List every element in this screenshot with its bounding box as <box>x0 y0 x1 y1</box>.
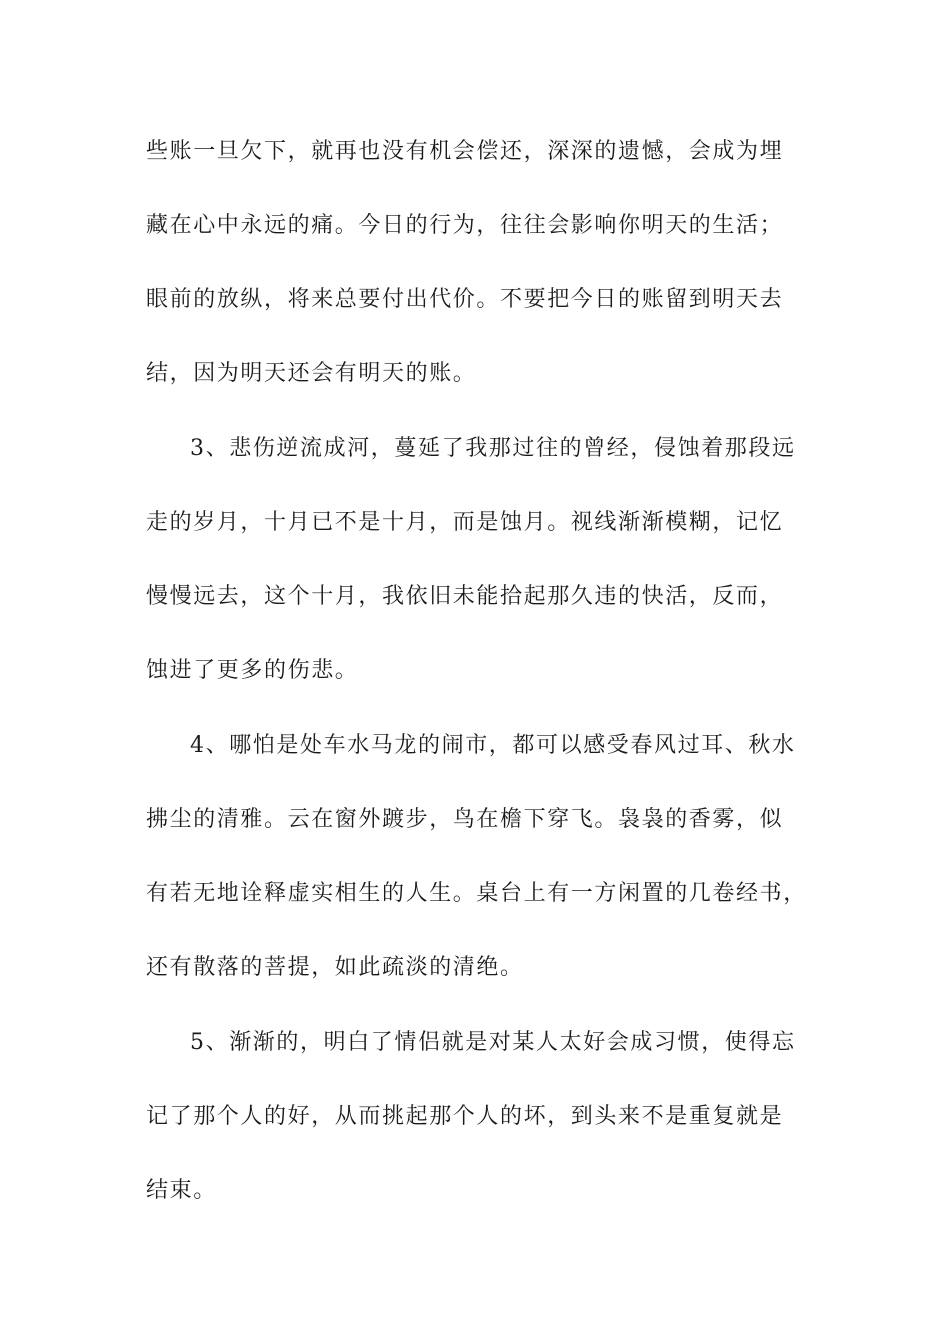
paragraph-3-line-4: 还有散落的菩提，如此疏淡的清绝。 <box>146 955 524 980</box>
paragraph-4-line-3: 结束。 <box>146 1178 217 1203</box>
paragraph-2-line-4: 蚀进了更多的伤悲。 <box>146 658 359 683</box>
paragraph-2-line-3: 慢慢远去，这个十月，我依旧未能拾起那久违的快活，反而， <box>146 584 784 609</box>
paragraph-4-line-2: 记了那个人的好，从而挑起那个人的坏，到头来不是重复就是 <box>146 1104 784 1129</box>
paragraph-1-line-4: 结，因为明天还会有明天的账。 <box>146 361 477 386</box>
paragraph-1-line-3: 眼前的放纵，将来总要付出代价。不要把今日的账留到明天去 <box>146 287 784 312</box>
paragraph-2-line-2: 走的岁月，十月已不是十月，而是蚀月。视线渐渐模糊，记忆 <box>146 510 784 535</box>
paragraph-1-line-1: 些账一旦欠下，就再也没有机会偿还，深深的遗憾，会成为埋 <box>146 139 784 164</box>
paragraph-3-line-2: 拂尘的清雅。云在窗外踱步，鸟在檐下穿飞。袅袅的香雾，似 <box>146 807 784 832</box>
paragraph-3-line-3: 有若无地诠释虚实相生的人生。桌台上有一方闲置的几卷经书， <box>146 881 807 906</box>
paragraph-4-line-1: 5、渐渐的，明白了情侣就是对某人太好会成习惯，使得忘 <box>190 1030 796 1055</box>
paragraph-1-line-2: 藏在心中永远的痛。今日的行为，往往会影响你明天的生活； <box>146 213 784 238</box>
paragraph-2-line-1: 3、悲伤逆流成河，蔓延了我那过往的曾经，侵蚀着那段远 <box>190 436 796 461</box>
paragraph-3-line-1: 4、哪怕是处车水马龙的闹市，都可以感受春风过耳、秋水 <box>190 733 796 758</box>
